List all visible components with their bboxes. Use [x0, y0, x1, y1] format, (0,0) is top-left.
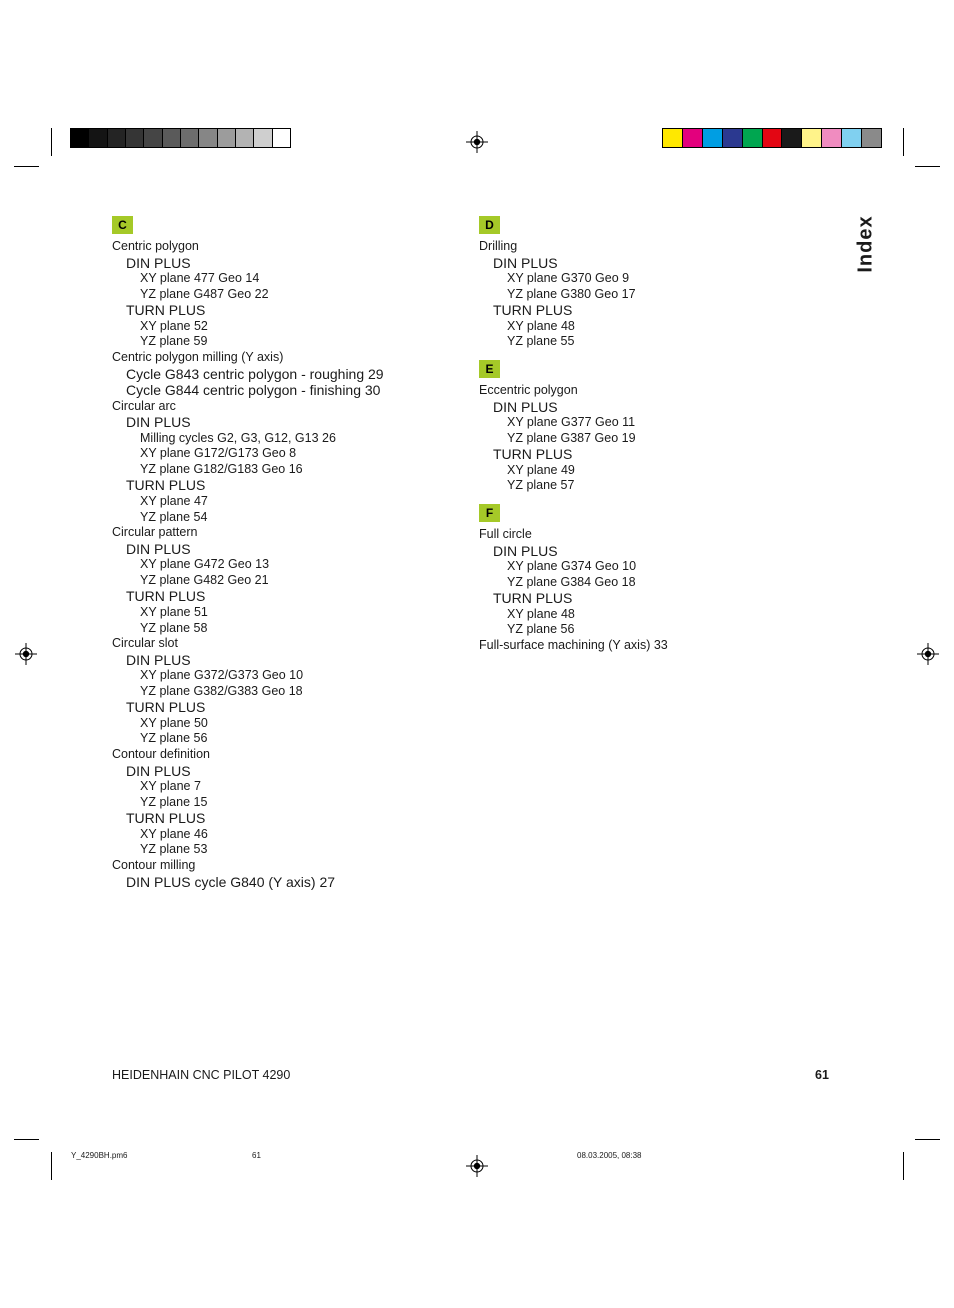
crop-mark — [51, 1152, 52, 1180]
section-letter-badge: E — [479, 360, 500, 378]
index-entry: TURN PLUS — [126, 588, 206, 605]
index-entry: XY plane 47 — [140, 493, 208, 508]
crop-mark — [915, 166, 940, 167]
index-entry: Centric polygon — [112, 239, 199, 253]
index-section — [479, 360, 819, 494]
color-swatch — [236, 129, 254, 147]
index-entry: Full-surface machining (Y axis) 33 — [479, 637, 668, 652]
footer-title: HEIDENHAIN CNC PILOT 4290 — [112, 1068, 291, 1082]
index-entry: XY plane 49 — [507, 462, 575, 477]
index-entry: XY plane 477 Geo 14 — [140, 271, 260, 286]
color-swatch — [683, 129, 703, 147]
index-entry: XY plane G374 Geo 10 — [507, 559, 637, 574]
index-section — [479, 216, 819, 350]
slug-file: Y_4290BH.pm6 — [71, 1151, 128, 1160]
index-entry: Centric polygon milling (Y axis) — [112, 349, 284, 364]
index-side-title — [846, 214, 886, 274]
index-entry: YZ plane G487 Geo 22 — [140, 286, 269, 301]
index-entry: XY plane G370 Geo 9 — [507, 271, 630, 286]
index-entry: XY plane 48 — [507, 318, 575, 333]
section-letter-badge: C — [112, 216, 133, 234]
color-swatch — [703, 129, 723, 147]
slug-date: 08.03.2005, 08:38 — [577, 1151, 642, 1160]
index-entry: YZ plane 54 — [140, 509, 208, 524]
index-section — [112, 216, 452, 890]
index-title-text: Index — [854, 215, 877, 273]
index-section — [479, 504, 819, 654]
color-swatch — [822, 129, 842, 147]
color-swatch — [218, 129, 236, 147]
color-swatch — [144, 129, 162, 147]
index-entry: Contour definition — [112, 747, 210, 762]
index-entry: XY plane 7 — [140, 779, 201, 794]
crop-mark — [915, 1139, 940, 1140]
index-entry: TURN PLUS — [493, 446, 573, 463]
color-swatch — [163, 129, 181, 147]
index-entry: DIN PLUS cycle G840 (Y axis) 27 — [126, 873, 336, 890]
index-entry: YZ plane G384 Geo 18 — [507, 574, 636, 589]
registration-mark-icon — [15, 643, 37, 665]
index-entry: YZ plane 59 — [140, 334, 208, 349]
color-swatch — [254, 129, 272, 147]
index-entry: Cycle G844 centric polygon - finishing 30 — [126, 382, 381, 399]
index-entry: DIN PLUS — [126, 540, 191, 557]
index-entry: DIN PLUS — [126, 414, 191, 431]
index-entry: YZ plane 53 — [140, 842, 208, 857]
index-entry: XY plane G472 Geo 13 — [140, 557, 270, 572]
crop-mark — [903, 128, 904, 156]
index-entry: DIN PLUS — [126, 762, 191, 779]
index-entry: DIN PLUS — [126, 651, 191, 668]
index-entry: Full circle — [479, 526, 532, 541]
index-entry: TURN PLUS — [126, 810, 206, 827]
section-letter-badge: D — [479, 216, 500, 234]
color-swatch — [782, 129, 802, 147]
index-entry: YZ plane G482 Geo 21 — [140, 572, 269, 587]
index-entry: XY plane G372/G373 Geo 10 — [140, 668, 304, 683]
color-swatch — [842, 129, 862, 147]
index-entry: TURN PLUS — [126, 302, 206, 319]
color-swatch — [723, 129, 743, 147]
index-entry: TURN PLUS — [493, 302, 573, 319]
color-swatch — [273, 129, 290, 147]
page-number: 61 — [815, 1068, 829, 1082]
index-entry: Contour milling — [112, 858, 196, 873]
color-swatch — [89, 129, 107, 147]
registration-mark-icon — [466, 131, 488, 153]
index-entry: YZ plane 15 — [140, 794, 208, 809]
index-entry: DIN PLUS — [493, 542, 558, 559]
index-entry: YZ plane 56 — [140, 731, 208, 746]
color-swatch — [802, 129, 822, 147]
color-swatch — [743, 129, 763, 147]
color-swatch — [763, 129, 783, 147]
slug-page: 61 — [252, 1151, 261, 1160]
index-entry: XY plane 51 — [140, 604, 208, 619]
index-entry: Circular pattern — [112, 525, 198, 540]
index-entry: YZ plane G182/G183 Geo 16 — [140, 461, 303, 476]
index-entry: XY plane 46 — [140, 826, 208, 841]
index-entry: XY plane G377 Geo 11 — [507, 415, 636, 430]
crop-mark — [14, 166, 39, 167]
index-entry: TURN PLUS — [493, 590, 573, 607]
index-entry: TURN PLUS — [126, 477, 206, 494]
index-entry: Cycle G843 centric polygon - roughing 29 — [126, 365, 384, 382]
crop-mark — [903, 1152, 904, 1180]
index-entry: YZ plane G387 Geo 19 — [507, 430, 636, 445]
crop-mark — [51, 128, 52, 156]
index-entry: YZ plane 57 — [507, 478, 575, 493]
color-swatch — [108, 129, 126, 147]
section-letter-badge: F — [479, 504, 500, 522]
index-entry: Eccentric polygon — [479, 382, 578, 397]
color-swatch — [126, 129, 144, 147]
index-column-right — [479, 216, 819, 664]
index-entry: YZ plane 58 — [140, 620, 208, 635]
color-swatch — [663, 129, 683, 147]
index-entry: XY plane 52 — [140, 318, 208, 333]
color-swatch — [199, 129, 217, 147]
color-swatch — [862, 129, 881, 147]
index-entry: DIN PLUS — [493, 254, 558, 271]
index-entry: YZ plane G380 Geo 17 — [507, 286, 636, 301]
index-entry: YZ plane 56 — [507, 622, 575, 637]
index-column-left — [112, 216, 452, 900]
index-entry: XY plane G172/G173 Geo 8 — [140, 446, 297, 461]
registration-mark-icon — [466, 1155, 488, 1177]
index-entry: Circular arc — [112, 398, 176, 413]
index-entry: Circular slot — [112, 636, 178, 651]
index-entry: XY plane 48 — [507, 606, 575, 621]
color-swatch — [181, 129, 199, 147]
index-entry: DIN PLUS — [493, 398, 558, 415]
index-entry: Drilling — [479, 239, 518, 253]
index-entry: DIN PLUS — [126, 254, 191, 271]
index-entry: Milling cycles G2, G3, G12, G13 26 — [140, 430, 336, 445]
index-entry: YZ plane 55 — [507, 334, 575, 349]
grayscale-bar — [70, 128, 291, 148]
color-calibration-bar — [662, 128, 882, 148]
index-entry: TURN PLUS — [126, 699, 206, 716]
index-entry: YZ plane G382/G383 Geo 18 — [140, 683, 303, 698]
index-entry: XY plane 50 — [140, 715, 208, 730]
color-swatch — [71, 129, 89, 147]
registration-mark-icon — [917, 643, 939, 665]
crop-mark — [14, 1139, 39, 1140]
